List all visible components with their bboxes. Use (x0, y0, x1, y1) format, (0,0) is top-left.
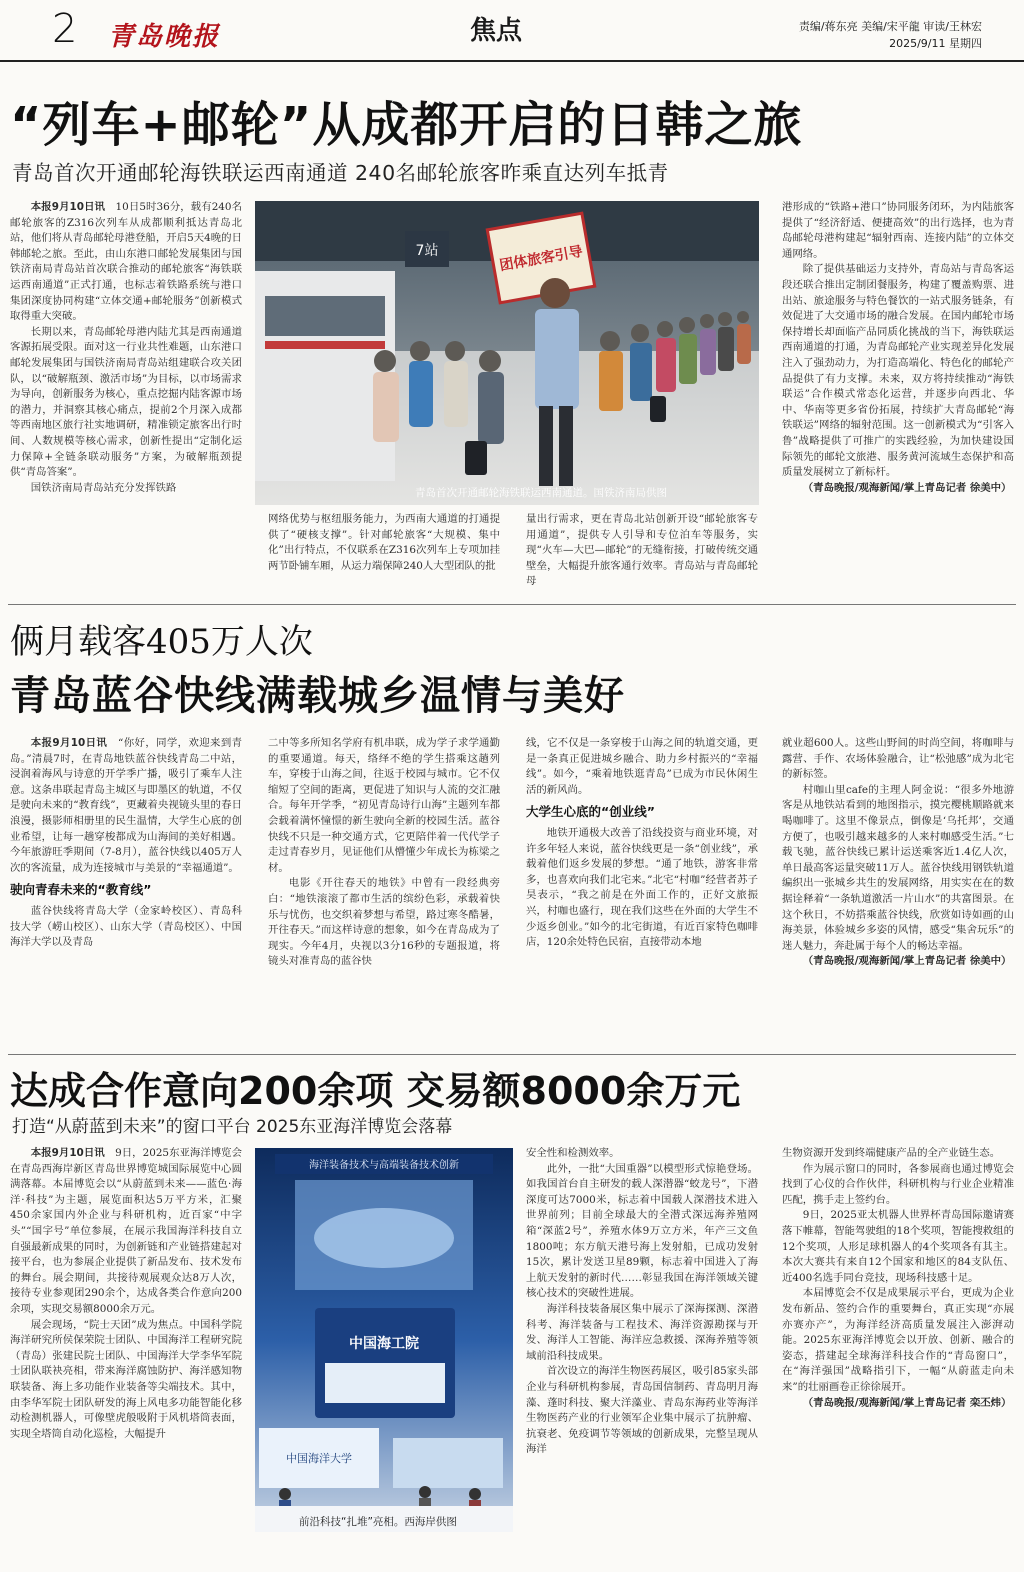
story1-paragraph: 国铁济南局青岛站充分发挥铁路 (30, 481, 177, 494)
story2-paragraph: “你好，同学，欢迎来到青岛。”清晨7时，在青岛地铁蓝谷快线青岛二中站，浸润着海风与诗意的开学季广播，吸引了乘车人注意。这条串联起青岛主城区与即墨区的轨道，不仅是驶向未来的“教育线”，更藏着央视镜头里的春日浪漫，摄影师相册里的民生温情，大学生心底的创业希望，让每一趟穿梭都成为山海间的美好相遇。今年旅游旺季期间（7-8月），蓝谷快线以405万人次的客流量，成为连接城市与美景的“幸福通道”。 (10, 737, 242, 874)
story2-paragraph: 线，它不仅是一条穿梭于山海之间的轨道交通，更是一条真正促进城乡融合、助力乡村振兴的“幸福线”。如今，“乘着地铁逛青岛”已成为市民休闲生活的新风尚。 (526, 737, 758, 796)
story1-paragraph: 长期以来，青岛邮轮母港内陆尤其是西南通道客源拓展受限。面对这一行业共性难题，山东港口邮轮发展集团与国铁济南局青岛站组建联合攻关团队，以“破解瓶颈、激活市场”为目标，以市场需求为导向，创新服务为核心，重点挖掘内陆客源市场的潜力，并洞察其核心痛点，提前2个月深入成都等西南地区旅行社实地调研，精准锁定旅客出行时间、人数规模等核心需求，创新性提出“定制化运力保障+全链条联动服务”方案，为破解瓶颈提供“青岛答案”。 (10, 325, 242, 479)
story1-paragraph: 10日5时36分，载有240名邮轮旅客的Z316次列车从成都顺利抵达青岛北站，他们将从青岛邮轮母港登船，开启5天4晚的日韩邮轮之旅。至此，由山东港口邮轮发展集团与国铁济南局青岛站首次联合推动的邮轮旅客“海铁联运西南通道”正式打通，也标志着铁路系统与港口集团深度协同构建“立体交通+邮轮服务”创新模式取得重大突破。 (10, 201, 242, 323)
story1-photo-train-platform (255, 201, 759, 505)
story1-column-1 (10, 200, 242, 598)
story2-kicker: 俩月载客405万人次 (10, 622, 313, 662)
story3-photo-expo-hall (255, 1148, 513, 1532)
booth-sign-text: 中国海工院 (349, 1336, 419, 1352)
story3-paragraph: 9日，2025亚太机器人世界杯青岛国际邀请赛落下帷幕，智能驾驶组的18个奖项，智能搜救组的12个奖项，人形足球机器人的4个奖项各有其主。本次大赛共有来自12个国家和地区的84支队伍、近400名选手同台竞技，现场科技感十足。 (782, 1209, 1014, 1284)
story1-subhead: 青岛首次开通邮轮海铁联运西南通道 240名邮轮旅客昨乘直达列车抵青 (12, 161, 669, 185)
story3-column-3 (526, 1146, 758, 1564)
story2-column-1 (10, 736, 242, 1048)
group-guide-sign-text: 团体旅客引导 (498, 243, 584, 275)
editor-credits (799, 18, 982, 52)
platform-photo-illustration (255, 201, 759, 505)
credits-editors: 责编/蒋东亮 美编/宋平龍 审读/王林宏 (798, 20, 982, 33)
story2-signature: （青岛晚报/观海新闻/掌上青岛记者 徐美中） (802, 955, 1012, 968)
story1-paragraph: 港形成的“铁路+港口”协同服务闭环，为内陆旅客提供了“经济舒适、便捷高效”的出行选择，也为青岛邮轮母港构建起“辐射西南、连接内陆”的立体交通网络。 (782, 201, 1014, 260)
story3-paragraph: 作为展示窗口的同时，各参展商也通过博览会找到了心仪的合作伙伴，科研机构与行业企业精准匹配，携手走上签约台。 (782, 1162, 1014, 1206)
divider (8, 1054, 1016, 1055)
story1-column-2 (268, 512, 500, 598)
story3-subhead: 打造“从蔚蓝到未来”的窗口平台 2025东亚海洋博览会落幕 (12, 1117, 453, 1137)
story2-column-4 (782, 736, 1014, 1048)
story3-paragraph: 此外，一批“大国重器”以模型形式惊艳登场。如我国首台自主研发的载人深潜器“蛟龙号”，下潜深度可达7000米，标志着中国载人深潜技术进入世界前列；目前全球最大的全潜式深远海养殖网箱“深蓝2号”，养殖水体9万立方米，年产三文鱼1800吨；东方航天港号海上发射船，已成功发射15次，累计发送卫星89颗，标志着中国进入了海上航天发射的新时代……彰显我国在海洋领域关键核心技术的突破性进展。 (526, 1162, 758, 1300)
story2-paragraph: 村咖山里cafe的主理人阿金说：“很多外地游客是从地铁站看到的地图指示，摸完樱桃顺路就来喝咖啡了。这里不像景点，倒像是‘乌托邦’，交通方便了，也吸引越来越多的人来村咖感受生活。”七载飞驰，蓝谷快线已累计运送乘客近1.4亿人次，单日最高客运量突破11万人。蓝谷快线用钢铁轨道编织出一张城乡共生的发展网络，用实实在在的数据诠释着“一条轨道激活一片山水”的共富图景。在这个秋日，不妨搭乘蓝谷快线，欣赏如诗如画的山海美景，体验城乡多姿的风情，感受“集舍玩乐”的迷人魅力，奔赴属于每个人的畅达幸福。 (782, 783, 1014, 952)
story2-headline: 青岛蓝谷快线满载城乡温情与美好 (10, 673, 625, 719)
divider (8, 604, 1016, 605)
expo-photo-illustration (255, 1148, 513, 1532)
credits-date: 2025/9/11 星期四 (889, 37, 982, 50)
story2-paragraph: 蓝谷快线将青岛大学（金家岭校区）、青岛科技大学（崂山校区）、山东大学（青岛校区）、中国海洋大学以及青岛 (10, 904, 242, 949)
story1-signature: （青岛晚报/观海新闻/掌上青岛记者 徐美中） (802, 481, 1012, 494)
story3-paragraph: 首次设立的海洋生物医药展区，吸引85家头部企业与科研机构参展，青岛国信制药、青岛明月海藻、蓬时科技、聚大洋藻业、青岛东海药业等海洋生物医药产业的行业领军企业集中展示了抗肿瘤、抗衰老、免疫调节等领域的创新成果，完整呈现从海洋 (526, 1365, 758, 1456)
story2-paragraph: 就业超600人。这些山野间的时尚空间，将咖啡与露营、手作、农场体验融合，让“松弛感”成为北宅的新标签。 (782, 737, 1014, 781)
booth-sign-text-2: 中国海洋大学 (286, 1452, 352, 1465)
story1-paragraph: 网络优势与枢纽服务能力，为西南大通道的打通提供了“硬核支撑”。针对邮轮旅客“大规模、集中化”出行特点，不仅联系在Z316次列车上专项加挂两节卧铺车厢，从运力端保障240人大型团队的批 (268, 513, 500, 572)
story3-paragraph: 安全性和检测效率。 (526, 1147, 620, 1159)
masthead (0, 0, 1024, 62)
story2-column-2 (268, 736, 500, 1048)
platform-number-sign: 7站 (415, 243, 439, 259)
story1-column-4 (782, 200, 1014, 598)
story3-paragraph: 本届博览会不仅是成果展示平台，更成为企业发布新品、签约合作的重要舞台，真正实现“亦展亦赛亦产”，为海洋经济高质量发展注入澎湃动能。2025东亚海洋博览会以开放、创新、融合的姿态，搭建起全球海洋科技合作的“青岛窗口”，在“海洋强国”战略指引下，一幅“从蔚蓝走向未来”的壮丽画卷正徐徐展开。 (782, 1287, 1014, 1393)
page-number: 2 (52, 6, 78, 52)
story3-headline: 达成合作意向200余项 交易额8000余万元 (10, 1069, 741, 1113)
story3-column-1 (10, 1146, 242, 1564)
story1-photo-caption: 青岛首次开通邮轮海铁联运西南通道。国铁济南局供图 (415, 487, 667, 499)
story2-dateline: 本报9月10日讯 (30, 737, 108, 749)
story1-paragraph: 除了提供基础运力支持外，青岛站与青岛客运段还联合推出定制团餐服务，构建了覆盖购票、进出站、旅途服务与特色餐饮的一站式服务链条，有效促进了大交通市场的融合发展。在国内邮轮市场保持增长却面临产品同质化挑战的当下，海铁联运西南通道的打通，为青岛邮轮产业实现差异化发展注入了强劲动力，为打造高端化、特色化的邮轮产品提供了有力支撑。未来，双方将持续推动“海铁联运”合作模式常态化运营，并逐步向西北、华中、华南等更多省份拓展，持续扩大青岛邮轮“海铁联运”网络的辐射范围。这一创新模式为“引客入鲁”战略提供了可推广的实践经验，为加快建设国际领先的邮轮文旅港、服务黄河流域生态保护和高质量发展树立了新标杆。 (782, 263, 1014, 479)
story2-subheading-startup: 大学生心底的“创业线” (526, 804, 655, 820)
story3-photo-caption: 前沿科技“扎堆”亮相。西海岸供图 (299, 1516, 457, 1528)
story1-headline: “列车+邮轮”从成都开启的日韩之旅 (10, 97, 803, 153)
story2-subheading-education: 驶向青春未来的“教育线” (10, 882, 152, 898)
story1-paragraph: 量出行需求，更在青岛北站创新开设“邮轮旅客专用通道”，提供专人引导和专位泊车等服务，实现“火车—大巴—邮轮”的无缝衔接，打破传统交通壁垒，大幅提升旅客通行效率。青岛站与青岛邮轮母 (526, 513, 758, 588)
story1-dateline: 本报9月10日讯 (30, 201, 106, 213)
story3-paragraph: 生物资源开发到终端健康产品的全产业链生态。 (782, 1147, 1001, 1159)
story2-column-3 (526, 736, 758, 1048)
story2-paragraph: 二中等多所知名学府有机串联，成为学子求学通勤的重要通道。每天，络绎不绝的学生搭乘这趟列车，穿梭于山海之间，往返于校园与城市。它不仅缩短了空间的距离，更促进了知识与人流的交汇融合。每年开学季，“初见青岛诗行山海”主题列车都会载着满怀憧憬的新生驶向全新的校园生活。蓝谷快线不只是一种交通方式，它更陪伴着一代代学子走过青春岁月，见证他们从懵懂少年成长为栋梁之材。 (268, 737, 500, 874)
newspaper-logo: 青岛晚报 (108, 22, 221, 52)
story2-paragraph: 地铁开通极大改善了沿线投资与商业环境，对许多年轻人来说，蓝谷快线更是一条“创业线”，承载着他们返乡发展的梦想。“通了地铁，游客非常多，也喜欢向我们北宅来。”北宅“村咖”经营者苏子昊表示，“我之前是在外面工作的，正好文旅振兴，村咖也盛行，现在我们这些在外面的大学生不少返乡创业。”如今的北宅街道，有近百家特色咖啡店，120余处特色民宿，直接带动本地 (526, 826, 758, 949)
story3-dateline: 本报9月10日讯 (30, 1147, 105, 1159)
story3-signature: （青岛晚报/观海新闻/掌上青岛记者 栾丕炜） (802, 1396, 1012, 1409)
story2-paragraph: 电影《开往春天的地铁》中曾有一段经典旁白：“地铁滚滚了都市生活的缤纷色彩，承载着快乐与忧伤，也交织着梦想与希望，路过寒冬酷暑，开往春天。”而这样诗意的想象，如今在青岛成为了现实。今年4月，央视以3分16秒的专题报道，将镜头对准青岛的蓝谷快 (268, 877, 500, 968)
section-title: 焦点 (470, 16, 523, 46)
story3-paragraph: 9日，2025东亚海洋博览会在青岛西海岸新区青岛世界博览城国际展览中心圆满落幕。本届博览会以“从蔚蓝到未来——蓝色·海洋·科技”为主题，展览面积达5万平方米，汇聚450余家国内外企业与科研机构，近百家“中字头”“国字号”单位参展，在展示我国海洋科技自立自强最新成果的同时，为创新链和产业链搭建起对接平台，也为参展企业提供了新品发布、技术发布的舞台。展会期间，共接待观展观众达8万人次，接待专业参观团290余个，达成各类合作意向200余项，实现交易额8000余万元。 (10, 1147, 242, 1315)
story1-column-3 (526, 512, 758, 598)
story3-paragraph: 展会现场，“院士天团”成为焦点。中国科学院海洋研究所侯保荣院士团队、中国海洋工程研究院（青岛）张建民院士团队、中国海洋大学李华军院士团队联袂亮相，带来海洋腐蚀防护、海洋感知物联装备、海上多功能作业装备等尖端技术。其中，由李华军院士团队研发的海上风电多功能智能化移动检测机器人，可像壁虎般吸附于风机塔筒表面，实现全塔筒自动化巡检，大幅提升 (10, 1318, 242, 1440)
story3-column-4 (782, 1146, 1014, 1564)
story3-paragraph: 海洋科技装备展区集中展示了深海探测、深潜科考、海洋装备与工程技术、海洋资源勘探与开发、海洋人工智能、海洋应急救援、深海养殖等领域前沿科技成果。 (526, 1302, 758, 1362)
expo-banner-text: 海洋装备技术与高端装备技术创新 (309, 1160, 459, 1171)
